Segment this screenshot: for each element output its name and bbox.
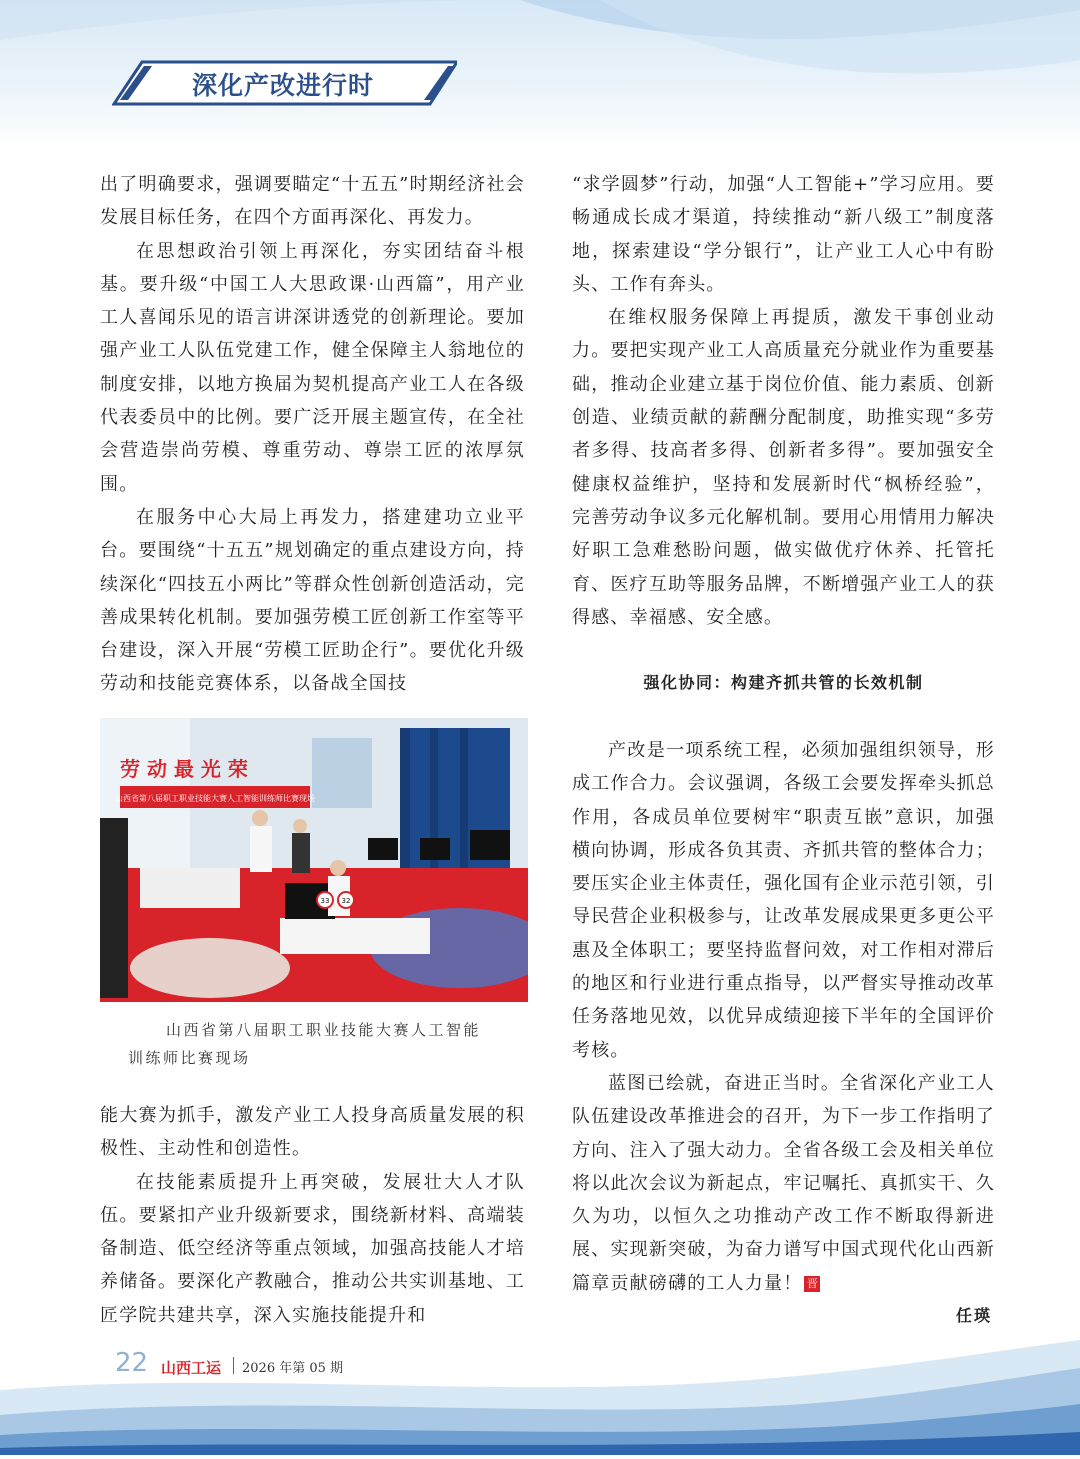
paragraph: 在服务中心大局上再发力，搭建建功立业平台。要围绕“十五五”规划确定的重点建设方向，持续深化“四技五小两比”等群众性创新创造活动，完善成果转化机制。要加强劳模工匠创新工作室等平台建设，深入开展“劳模工匠助企行”。要优化升级劳动和技能竞赛体系，以备战全国技 <box>100 506 525 695</box>
author: 任瑛 <box>956 1306 993 1325</box>
left-column-bottom <box>100 1099 525 1332</box>
paragraph-final <box>572 1067 995 1300</box>
page-number: 22 <box>115 1348 149 1378</box>
paragraph: 产改是一项系统工程，必须加强组织领导，形成工作合力。会议强调，各级工会要发挥牵头抓总作用，各成员单位要树牢“职责互嵌”意识，加强横向协调，形成各负其责、齐抓共管的整体合力；要压实企业主体责任，强化国有企业示范引领，引导民营企业积极参与，让改革发展成果更多更公平惠及全体职工；要坚持监督问效，对工作相对滞后的地区和行业进行重点指导，以严督实导推动改革任务落地见效，以优异成绩迎接下半年的全国评价考核。 <box>572 740 995 1061</box>
section-tag <box>112 60 457 106</box>
footer-wave-decoration <box>0 1330 1080 1455</box>
footer-divider <box>233 1357 234 1374</box>
section-title: 深化产改进行时 <box>192 71 375 100</box>
photo-badge-right: 32 <box>341 897 351 905</box>
competition-photo <box>100 718 528 1002</box>
paragraph-text: 蓝图已绘就，奋进正当时。全省深化产业工人队伍建设改革推进会的召开，为下一步工作指明了方向、注入了强大动力。全省各级工会及相关单位将以此次会议为新起点，牢记嘱托、真抓实干、久久为功，以恒久之功推动产改工作不断取得新进展、实现新突破，为奋力谱写中国式现代化山西新篇章贡献磅礴的工人力量！ <box>572 1072 995 1294</box>
paragraph: 出了明确要求，强调要瞄定“十五五”时期经济社会发展目标任务，在四个方面再深化、再发力。 <box>100 174 525 229</box>
paragraph: 在维权服务保障上再提质，激发干事创业动力。要把实现产业工人高质量充分就业作为重要基础，推动企业建立基于岗位价值、能力素质、创新创造、业绩贡献的薪酬分配制度，助推实现“多劳者多得、技高者多得、创新者多得”。要加强安全健康权益维护，坚持和发展新时代“枫桥经验”，完善劳动争议多元化解机制。要用心用情用力解决好职工急难愁盼问题，做实做优疗休养、托管托育、医疗互助等服务品牌，不断增强产业工人的获得感、幸福感、安全感。 <box>572 307 995 628</box>
end-mark-icon: 晋 <box>804 1276 820 1292</box>
paragraph: 在思想政治引领上再深化，夯实团结奋斗根基。要升级“中国工人大思政课·山西篇”，用产业工人喜闻乐见的语言讲深讲透党的创新理论。要加强产业工人队伍党建工作，健全保障主人翁地位的制度安排，以地方换届为契机提高产业工人在各级代表委员中的比例。要广泛开展主题宣传，在全社会营造崇尚劳模、尊重劳动、尊崇工匠的浓厚氛围。 <box>100 240 525 495</box>
right-column-bottom <box>572 734 995 1300</box>
footer-band <box>0 1330 1080 1455</box>
photo-badge-left: 33 <box>320 897 330 905</box>
subheading: 强化协同：构建齐抓共管的长效机制 <box>643 673 924 692</box>
left-column-top <box>100 168 525 701</box>
right-column-top <box>572 168 995 634</box>
paragraph: 能大赛为抓手，激发产业工人投身高质量发展的积极性、主动性和创造性。 <box>100 1105 525 1160</box>
photo-caption <box>100 1016 528 1072</box>
issue-label: 2026 年第 05 期 <box>242 1361 344 1376</box>
photo-slogan: 劳 动 最 光 荣 <box>120 757 248 781</box>
caption-line-2: 训练师比赛现场 <box>128 1049 251 1067</box>
magazine-name: 山西工运 <box>161 1359 222 1377</box>
competition-photo-illustration <box>100 718 528 1002</box>
paragraph: “求学圆梦”行动，加强“人工智能+”学习应用。要畅通成长成才渠道，持续推动“新八级工”制度落地，探索建设“学分银行”，让产业工人心中有盼头、工作有奔头。 <box>572 174 995 295</box>
paragraph: 在技能素质提升上再突破，发展壮大人才队伍。要紧扣产业升级新要求，围绕新材料、高端装备制造、低空经济等重点领域，加强高技能人才培养储备。要深化产教融合，推动公共实训基地、工匠学院共建共享，深入实施技能提升和 <box>100 1171 525 1326</box>
caption-line-1: 山西省第八届职工职业技能大赛人工智能 <box>166 1021 482 1039</box>
photo-banner-text: 山西省第八届职工职业技能大赛人工智能训练师比赛现场 <box>115 794 315 803</box>
